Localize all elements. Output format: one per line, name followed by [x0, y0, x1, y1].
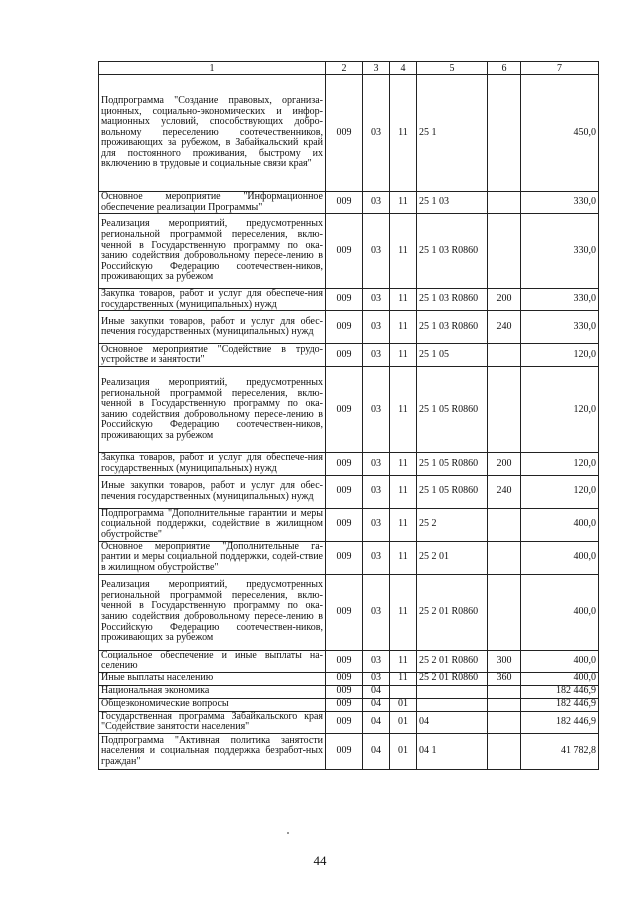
table-row [99, 453, 599, 475]
cell-subsection: 11 [390, 672, 417, 685]
cell-section: 03 [363, 344, 390, 367]
cell-section: 04 [363, 685, 390, 698]
cell-target-article: 25 2 01 [417, 541, 488, 574]
cell-admin-code: 009 [326, 344, 363, 367]
row-name: Иные закупки товаров, работ и услуг для обес-печения государственных (муниципальных) нужд [99, 475, 326, 508]
row-name: Реализация мероприятий, предусмотренных региональной программой переселения, вклю-ченной в Государственную программу по ока-занию содействия добровольному пересе-лению в Российскую Федерацию соотечествен-ников, проживающих за рубежом [99, 214, 326, 289]
cell-target-article: 25 1 03 R0860 [417, 214, 488, 289]
cell-section: 03 [363, 508, 390, 541]
cell-admin-code: 009 [326, 574, 363, 650]
table-body [99, 75, 599, 770]
cell-target-article: 25 2 [417, 508, 488, 541]
row-name: Закупка товаров, работ и услуг для обеспече-ния государственных (муниципальных) нужд [99, 289, 326, 311]
cell-amount: 182 446,9 [521, 685, 599, 698]
row-name: Иные выплаты населению [99, 672, 326, 685]
cell-subsection: 11 [390, 289, 417, 311]
cell-target-article: 25 2 01 R0860 [417, 650, 488, 672]
cell-target-article: 25 1 05 R0860 [417, 367, 488, 453]
cell-admin-code: 009 [326, 75, 363, 192]
cell-admin-code: 009 [326, 311, 363, 344]
table-row [99, 75, 599, 192]
row-name: Закупка товаров, работ и услуг для обеспече-ния государственных (муниципальных) нужд [99, 453, 326, 475]
cell-section: 03 [363, 672, 390, 685]
col-header-2: 2 [326, 62, 363, 75]
cell-section: 03 [363, 475, 390, 508]
cell-amount: 330,0 [521, 289, 599, 311]
cell-target-article [417, 698, 488, 711]
cell-expense-type: 200 [488, 289, 521, 311]
table-row [99, 650, 599, 672]
cell-subsection: 11 [390, 453, 417, 475]
cell-target-article: 25 1 05 [417, 344, 488, 367]
col-header-4: 4 [390, 62, 417, 75]
table-row [99, 289, 599, 311]
cell-subsection: 11 [390, 508, 417, 541]
page-number: 44 [313, 853, 327, 868]
cell-admin-code: 009 [326, 367, 363, 453]
cell-admin-code: 009 [326, 192, 363, 214]
cell-target-article: 04 1 [417, 733, 488, 769]
cell-amount: 400,0 [521, 508, 599, 541]
col-header-6: 6 [488, 62, 521, 75]
row-name: Общеэкономические вопросы [99, 698, 326, 711]
cell-amount: 120,0 [521, 453, 599, 475]
table-row [99, 574, 599, 650]
cell-expense-type [488, 214, 521, 289]
row-name: Иные закупки товаров, работ и услуг для обес-печения государственных (муниципальных) нужд [99, 311, 326, 344]
cell-expense-type [488, 698, 521, 711]
scan-artifact [287, 832, 289, 834]
row-name: Государственная программа Забайкальского края "Содействие занятости населения" [99, 711, 326, 733]
cell-amount: 400,0 [521, 574, 599, 650]
cell-expense-type: 300 [488, 650, 521, 672]
cell-admin-code: 009 [326, 650, 363, 672]
cell-section: 03 [363, 367, 390, 453]
cell-amount: 400,0 [521, 650, 599, 672]
cell-section: 03 [363, 541, 390, 574]
cell-section: 03 [363, 574, 390, 650]
cell-admin-code: 009 [326, 214, 363, 289]
table-row [99, 711, 599, 733]
cell-subsection: 11 [390, 344, 417, 367]
cell-section: 03 [363, 214, 390, 289]
cell-expense-type [488, 574, 521, 650]
cell-expense-type [488, 192, 521, 214]
cell-section: 03 [363, 75, 390, 192]
cell-subsection: 11 [390, 367, 417, 453]
cell-admin-code: 009 [326, 453, 363, 475]
table-header [99, 62, 599, 75]
cell-subsection: 11 [390, 192, 417, 214]
cell-expense-type: 360 [488, 672, 521, 685]
cell-admin-code: 009 [326, 672, 363, 685]
cell-section: 04 [363, 698, 390, 711]
cell-admin-code: 009 [326, 475, 363, 508]
cell-admin-code: 009 [326, 711, 363, 733]
cell-target-article: 25 1 03 R0860 [417, 289, 488, 311]
cell-target-article: 25 1 05 R0860 [417, 453, 488, 475]
cell-section: 03 [363, 650, 390, 672]
cell-subsection: 01 [390, 698, 417, 711]
cell-amount: 330,0 [521, 311, 599, 344]
cell-expense-type [488, 685, 521, 698]
cell-amount: 120,0 [521, 344, 599, 367]
cell-section: 04 [363, 711, 390, 733]
cell-target-article: 25 1 [417, 75, 488, 192]
row-name: Основное мероприятие "Содействие в трудо-устройстве и занятости" [99, 344, 326, 367]
cell-admin-code: 009 [326, 289, 363, 311]
table-row [99, 311, 599, 344]
table-row [99, 344, 599, 367]
cell-expense-type [488, 733, 521, 769]
row-name: Подпрограмма "Дополнительные гарантии и меры социальной поддержки, содействие в жилищном обустройстве" [99, 508, 326, 541]
cell-expense-type [488, 367, 521, 453]
cell-expense-type [488, 541, 521, 574]
table-row [99, 733, 599, 769]
cell-amount: 41 782,8 [521, 733, 599, 769]
cell-subsection: 11 [390, 214, 417, 289]
col-header-5: 5 [417, 62, 488, 75]
cell-section: 04 [363, 733, 390, 769]
cell-section: 03 [363, 289, 390, 311]
cell-subsection: 11 [390, 311, 417, 344]
row-name: Основное мероприятие "Дополнительные га-рантии и меры социальной поддержки, содей-ствие в жилищном обустройстве" [99, 541, 326, 574]
row-name: Реализация мероприятий, предусмотренных региональной программой переселения, вклю-ченной в Государственную программу по ока-занию содействия добровольному пересе-лению в Российскую Федерацию соотечествен-ников, проживающих за рубежом [99, 367, 326, 453]
table-row [99, 192, 599, 214]
cell-expense-type: 200 [488, 453, 521, 475]
table-row [99, 685, 599, 698]
cell-amount: 400,0 [521, 672, 599, 685]
row-name: Социальное обеспечение и иные выплаты на-селению [99, 650, 326, 672]
table-row [99, 508, 599, 541]
col-header-7: 7 [521, 62, 599, 75]
cell-target-article [417, 685, 488, 698]
cell-amount: 120,0 [521, 367, 599, 453]
cell-subsection: 11 [390, 475, 417, 508]
table-row [99, 367, 599, 453]
cell-admin-code: 009 [326, 508, 363, 541]
row-name: Подпрограмма "Активная политика занятости населения и социальная поддержка безработ-ных граждан" [99, 733, 326, 769]
cell-target-article: 25 1 03 [417, 192, 488, 214]
cell-expense-type [488, 711, 521, 733]
cell-subsection: 01 [390, 733, 417, 769]
row-name: Подпрограмма "Создание правовых, организа-ционных, социально-экономических и инфор-мационных условий, способствующих добро-вольному переселению соотечественников, проживающих за рубежом, в Забайкальский край для постоянного проживания, быстрому их включению в трудовые и социальные связи края" [99, 75, 326, 192]
cell-subsection: 11 [390, 541, 417, 574]
budget-table [98, 61, 599, 770]
cell-admin-code: 009 [326, 733, 363, 769]
cell-amount: 330,0 [521, 214, 599, 289]
cell-admin-code: 009 [326, 685, 363, 698]
cell-amount: 330,0 [521, 192, 599, 214]
cell-subsection: 01 [390, 711, 417, 733]
table-row [99, 541, 599, 574]
col-header-1: 1 [99, 62, 326, 75]
row-name: Основное мероприятие "Информационное обеспечение реализации Программы" [99, 192, 326, 214]
cell-amount: 120,0 [521, 475, 599, 508]
cell-target-article: 25 1 05 R0860 [417, 475, 488, 508]
cell-target-article: 04 [417, 711, 488, 733]
cell-section: 03 [363, 311, 390, 344]
cell-expense-type [488, 344, 521, 367]
col-header-3: 3 [363, 62, 390, 75]
cell-amount: 182 446,9 [521, 698, 599, 711]
cell-admin-code: 009 [326, 698, 363, 711]
cell-section: 03 [363, 192, 390, 214]
cell-target-article: 25 2 01 R0860 [417, 574, 488, 650]
cell-subsection: 11 [390, 574, 417, 650]
row-name: Национальная экономика [99, 685, 326, 698]
header-row [99, 62, 599, 75]
cell-subsection: 11 [390, 75, 417, 192]
cell-amount: 400,0 [521, 541, 599, 574]
cell-admin-code: 009 [326, 541, 363, 574]
cell-amount: 182 446,9 [521, 711, 599, 733]
table-row [99, 214, 599, 289]
table-row [99, 475, 599, 508]
cell-amount: 450,0 [521, 75, 599, 192]
cell-target-article: 25 2 01 R0860 [417, 672, 488, 685]
cell-expense-type [488, 508, 521, 541]
table-row [99, 698, 599, 711]
cell-subsection [390, 685, 417, 698]
cell-section: 03 [363, 453, 390, 475]
row-name: Реализация мероприятий, предусмотренных региональной программой переселения, вклю-ченной в Государственную программу по ока-занию содействия добровольному пересе-лению в Российскую Федерацию соотечествен-ников, проживающих за рубежом [99, 574, 326, 650]
cell-expense-type: 240 [488, 311, 521, 344]
cell-expense-type [488, 75, 521, 192]
cell-target-article: 25 1 03 R0860 [417, 311, 488, 344]
cell-subsection: 11 [390, 650, 417, 672]
cell-expense-type: 240 [488, 475, 521, 508]
table-row [99, 672, 599, 685]
